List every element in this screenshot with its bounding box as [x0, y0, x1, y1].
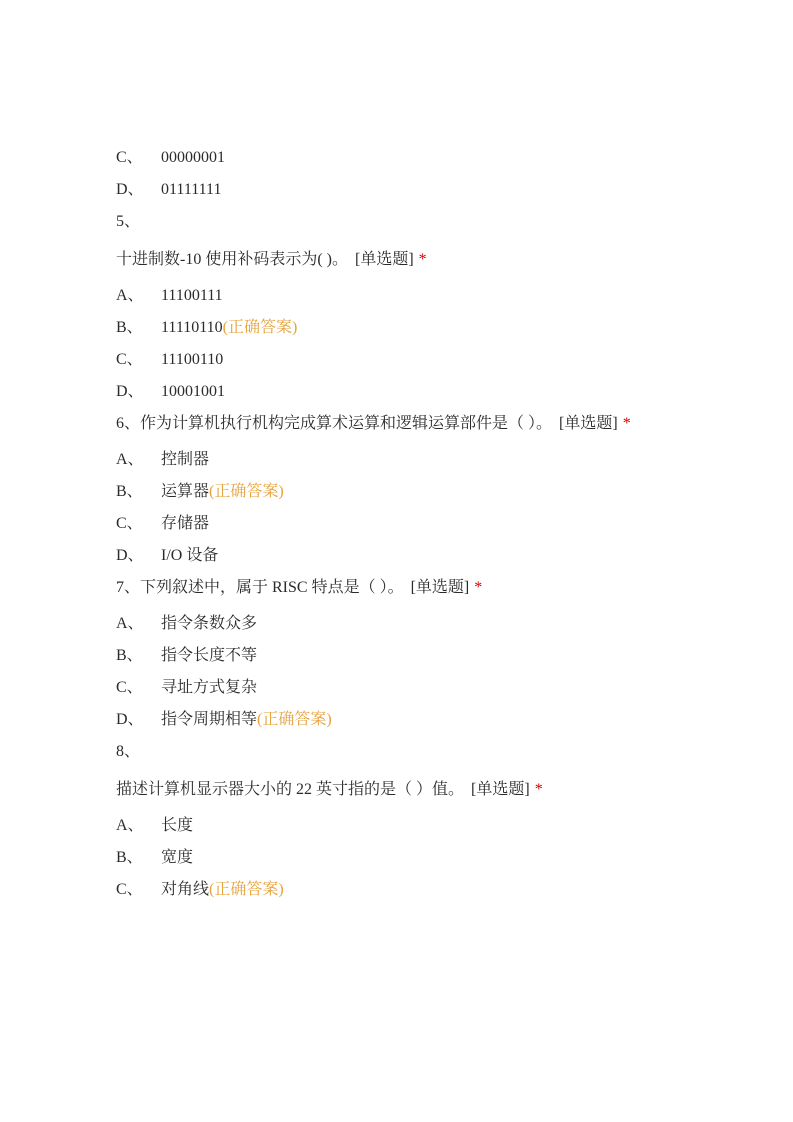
- option-letter: B、: [116, 483, 143, 500]
- required-asterisk: *: [534, 781, 543, 798]
- option-row: [116, 350, 753, 370]
- correct-answer-tag: (正确答案): [257, 711, 332, 728]
- option-row: [116, 482, 753, 502]
- question-prompt: 十进制数-10 使用补码表示为( )。: [116, 251, 348, 268]
- option-row: [116, 180, 753, 200]
- option-text: 指令条数众多: [161, 615, 258, 632]
- option-text: 11110110: [161, 319, 223, 336]
- question-type-label: [单选题]: [355, 251, 414, 268]
- question-prompt: 7、下列叙述中，属于 RISC 特点是（ ）。: [116, 579, 404, 596]
- question-block-5: [116, 212, 753, 402]
- option-letter: D、: [116, 711, 144, 728]
- question-prompt-row: [116, 414, 753, 434]
- question-prompt: 描述计算机显示器大小的 22 英寸指的是（ ）值。: [116, 781, 465, 798]
- option-letter: B、: [116, 647, 143, 664]
- question-type-label: [单选题]: [410, 579, 470, 596]
- required-asterisk: *: [474, 579, 483, 596]
- option-letter: A、: [116, 451, 144, 468]
- option-text: I/O 设备: [161, 547, 219, 564]
- question-prompt-row: [116, 780, 753, 800]
- required-asterisk: *: [418, 251, 427, 268]
- option-row: [116, 614, 753, 634]
- question-prompt-row: [116, 250, 753, 270]
- option-text: 11100111: [161, 287, 223, 304]
- option-row: [116, 646, 753, 666]
- option-row: [116, 816, 753, 836]
- option-row: [116, 710, 753, 730]
- option-text: 运算器: [161, 483, 210, 500]
- option-text: 存储器: [161, 515, 210, 532]
- option-row: [116, 450, 753, 470]
- option-text: 控制器: [161, 451, 210, 468]
- option-letter: B、: [116, 319, 143, 336]
- option-text: 00000001: [161, 149, 225, 166]
- option-letter: D、: [116, 181, 144, 198]
- question-block-6: [116, 414, 753, 566]
- option-letter: C、: [116, 515, 143, 532]
- option-text: 寻址方式复杂: [161, 679, 258, 696]
- question-prompt: 6、作为计算机执行机构完成算术运算和逻辑运算部件是（ ）。: [116, 415, 553, 432]
- question-type-label: [单选题]: [471, 781, 530, 798]
- option-text: 01111111: [161, 181, 222, 198]
- option-letter: B、: [116, 849, 143, 866]
- option-text: 对角线: [161, 881, 210, 898]
- option-text: 10001001: [161, 383, 225, 400]
- option-row: [116, 514, 753, 534]
- correct-answer-tag: (正确答案): [209, 881, 284, 898]
- question-prompt-row: [116, 578, 753, 598]
- question-number: 5、: [116, 213, 141, 230]
- option-text: 长度: [161, 817, 194, 834]
- option-row: [116, 318, 753, 338]
- correct-answer-tag: (正确答案): [222, 319, 298, 336]
- option-row: [116, 546, 753, 566]
- question-block-8: [116, 742, 753, 900]
- question-type-label: [单选题]: [559, 415, 618, 432]
- option-text: 宽度: [161, 849, 194, 866]
- option-letter: D、: [116, 383, 144, 400]
- question-number: 8、: [116, 743, 141, 760]
- option-row: [116, 286, 753, 306]
- option-letter: C、: [116, 679, 143, 696]
- option-letter: A、: [116, 287, 144, 304]
- option-row: [116, 880, 753, 900]
- option-row: [116, 148, 753, 168]
- option-letter: D、: [116, 547, 144, 564]
- option-row: [116, 848, 753, 868]
- option-text: 指令长度不等: [161, 647, 258, 664]
- option-letter: A、: [116, 615, 144, 632]
- question-block-4-tail: [116, 148, 753, 200]
- option-letter: A、: [116, 817, 144, 834]
- correct-answer-tag: (正确答案): [209, 483, 284, 500]
- option-row: [116, 678, 753, 698]
- required-asterisk: *: [622, 415, 631, 432]
- option-letter: C、: [116, 149, 143, 166]
- option-row: [116, 382, 753, 402]
- question-block-7: [116, 578, 753, 730]
- option-letter: C、: [116, 881, 143, 898]
- option-text: 指令周期相等: [161, 711, 258, 728]
- option-letter: C、: [116, 351, 143, 368]
- option-text: 11100110: [161, 351, 224, 368]
